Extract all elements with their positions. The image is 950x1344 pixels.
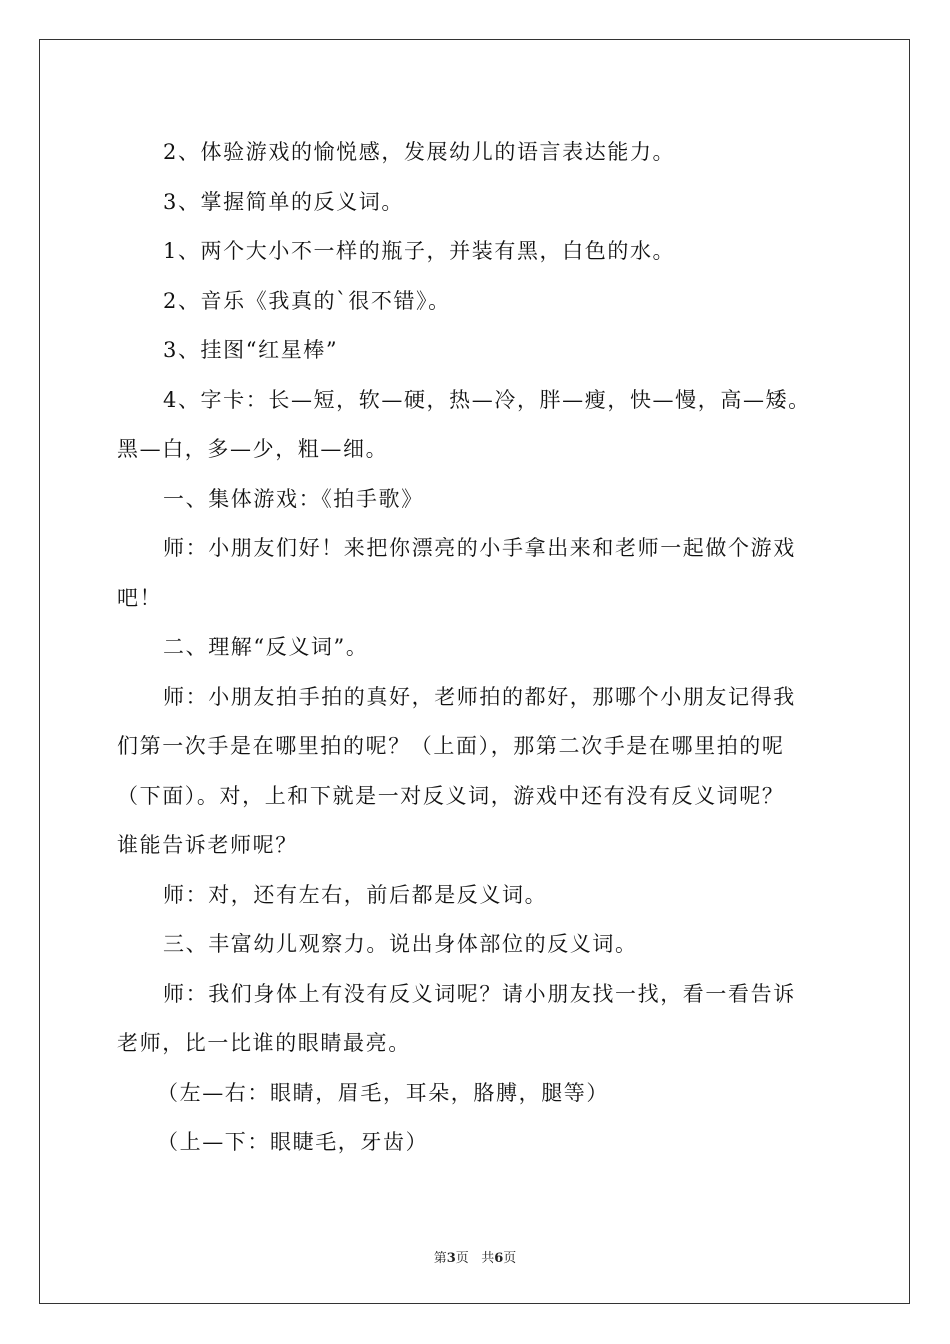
document-body [117, 128, 842, 1168]
paragraph-line: （上—下：眼睫毛，牙齿） [157, 1130, 429, 1154]
paragraph-line: 谁能告诉老师呢？ [117, 833, 298, 857]
section-heading: 二、理解“反义词”。 [163, 635, 369, 659]
paragraph-line: 4、字卡：长—短，软—硬，热—冷，胖—瘦，快—慢，高—矮。 [163, 387, 811, 412]
section-heading: 三、丰富幼儿观察力。说出身体部位的反义词。 [163, 932, 638, 956]
paragraph-line: 黑—白，多—少，粗—细。 [117, 437, 389, 461]
page-footer [0, 1247, 950, 1266]
paragraph-line: 师：小朋友拍手拍的真好，老师拍的都好，那哪个小朋友记得我 [163, 684, 796, 709]
total-suffix: 页 [503, 1251, 517, 1266]
paragraph-line: 师：小朋友们好！来把你漂亮的小手拿出来和老师一起做个游戏 [163, 536, 796, 560]
page-prefix: 第 [433, 1251, 447, 1266]
paragraph-line: 老师，比一比谁的眼睛最亮。 [117, 1031, 411, 1055]
paragraph-line: 师：对，还有左右，前后都是反义词。 [163, 882, 548, 907]
paragraph-line: 3、掌握简单的反义词。 [163, 189, 404, 214]
paragraph-line: （下面）。对，上和下就是一对反义词，游戏中还有没有反义词呢？ [117, 783, 785, 808]
paragraph-line: 1、两个大小不一样的瓶子，并装有黑，白色的水。 [163, 239, 676, 263]
page-suffix: 页 [455, 1251, 469, 1266]
page-number: 3 [446, 1251, 456, 1266]
paragraph-line: 师：我们身体上有没有反义词呢？请小朋友找一找，看一看告诉 [163, 981, 796, 1006]
paragraph-line: 吧！ [117, 585, 163, 610]
paragraph-line: 们第一次手是在哪里拍的呢？（上面），那第二次手是在哪里拍的呢 [117, 734, 785, 758]
paragraph-line: 3、挂图“红星棒” [163, 338, 339, 362]
total-pages: 6 [494, 1251, 504, 1266]
paragraph-line: （左—右：眼睛，眉毛，耳朵，胳膊，腿等） [157, 1080, 609, 1105]
paragraph-line: 2、体验游戏的愉悦感，发展幼儿的语言表达能力。 [163, 140, 676, 164]
paragraph-line: 2、音乐《我真的`很不错》。 [163, 288, 451, 313]
total-prefix: 共 [481, 1251, 495, 1266]
section-heading: 一、集体游戏：《拍手歌》 [163, 486, 424, 511]
